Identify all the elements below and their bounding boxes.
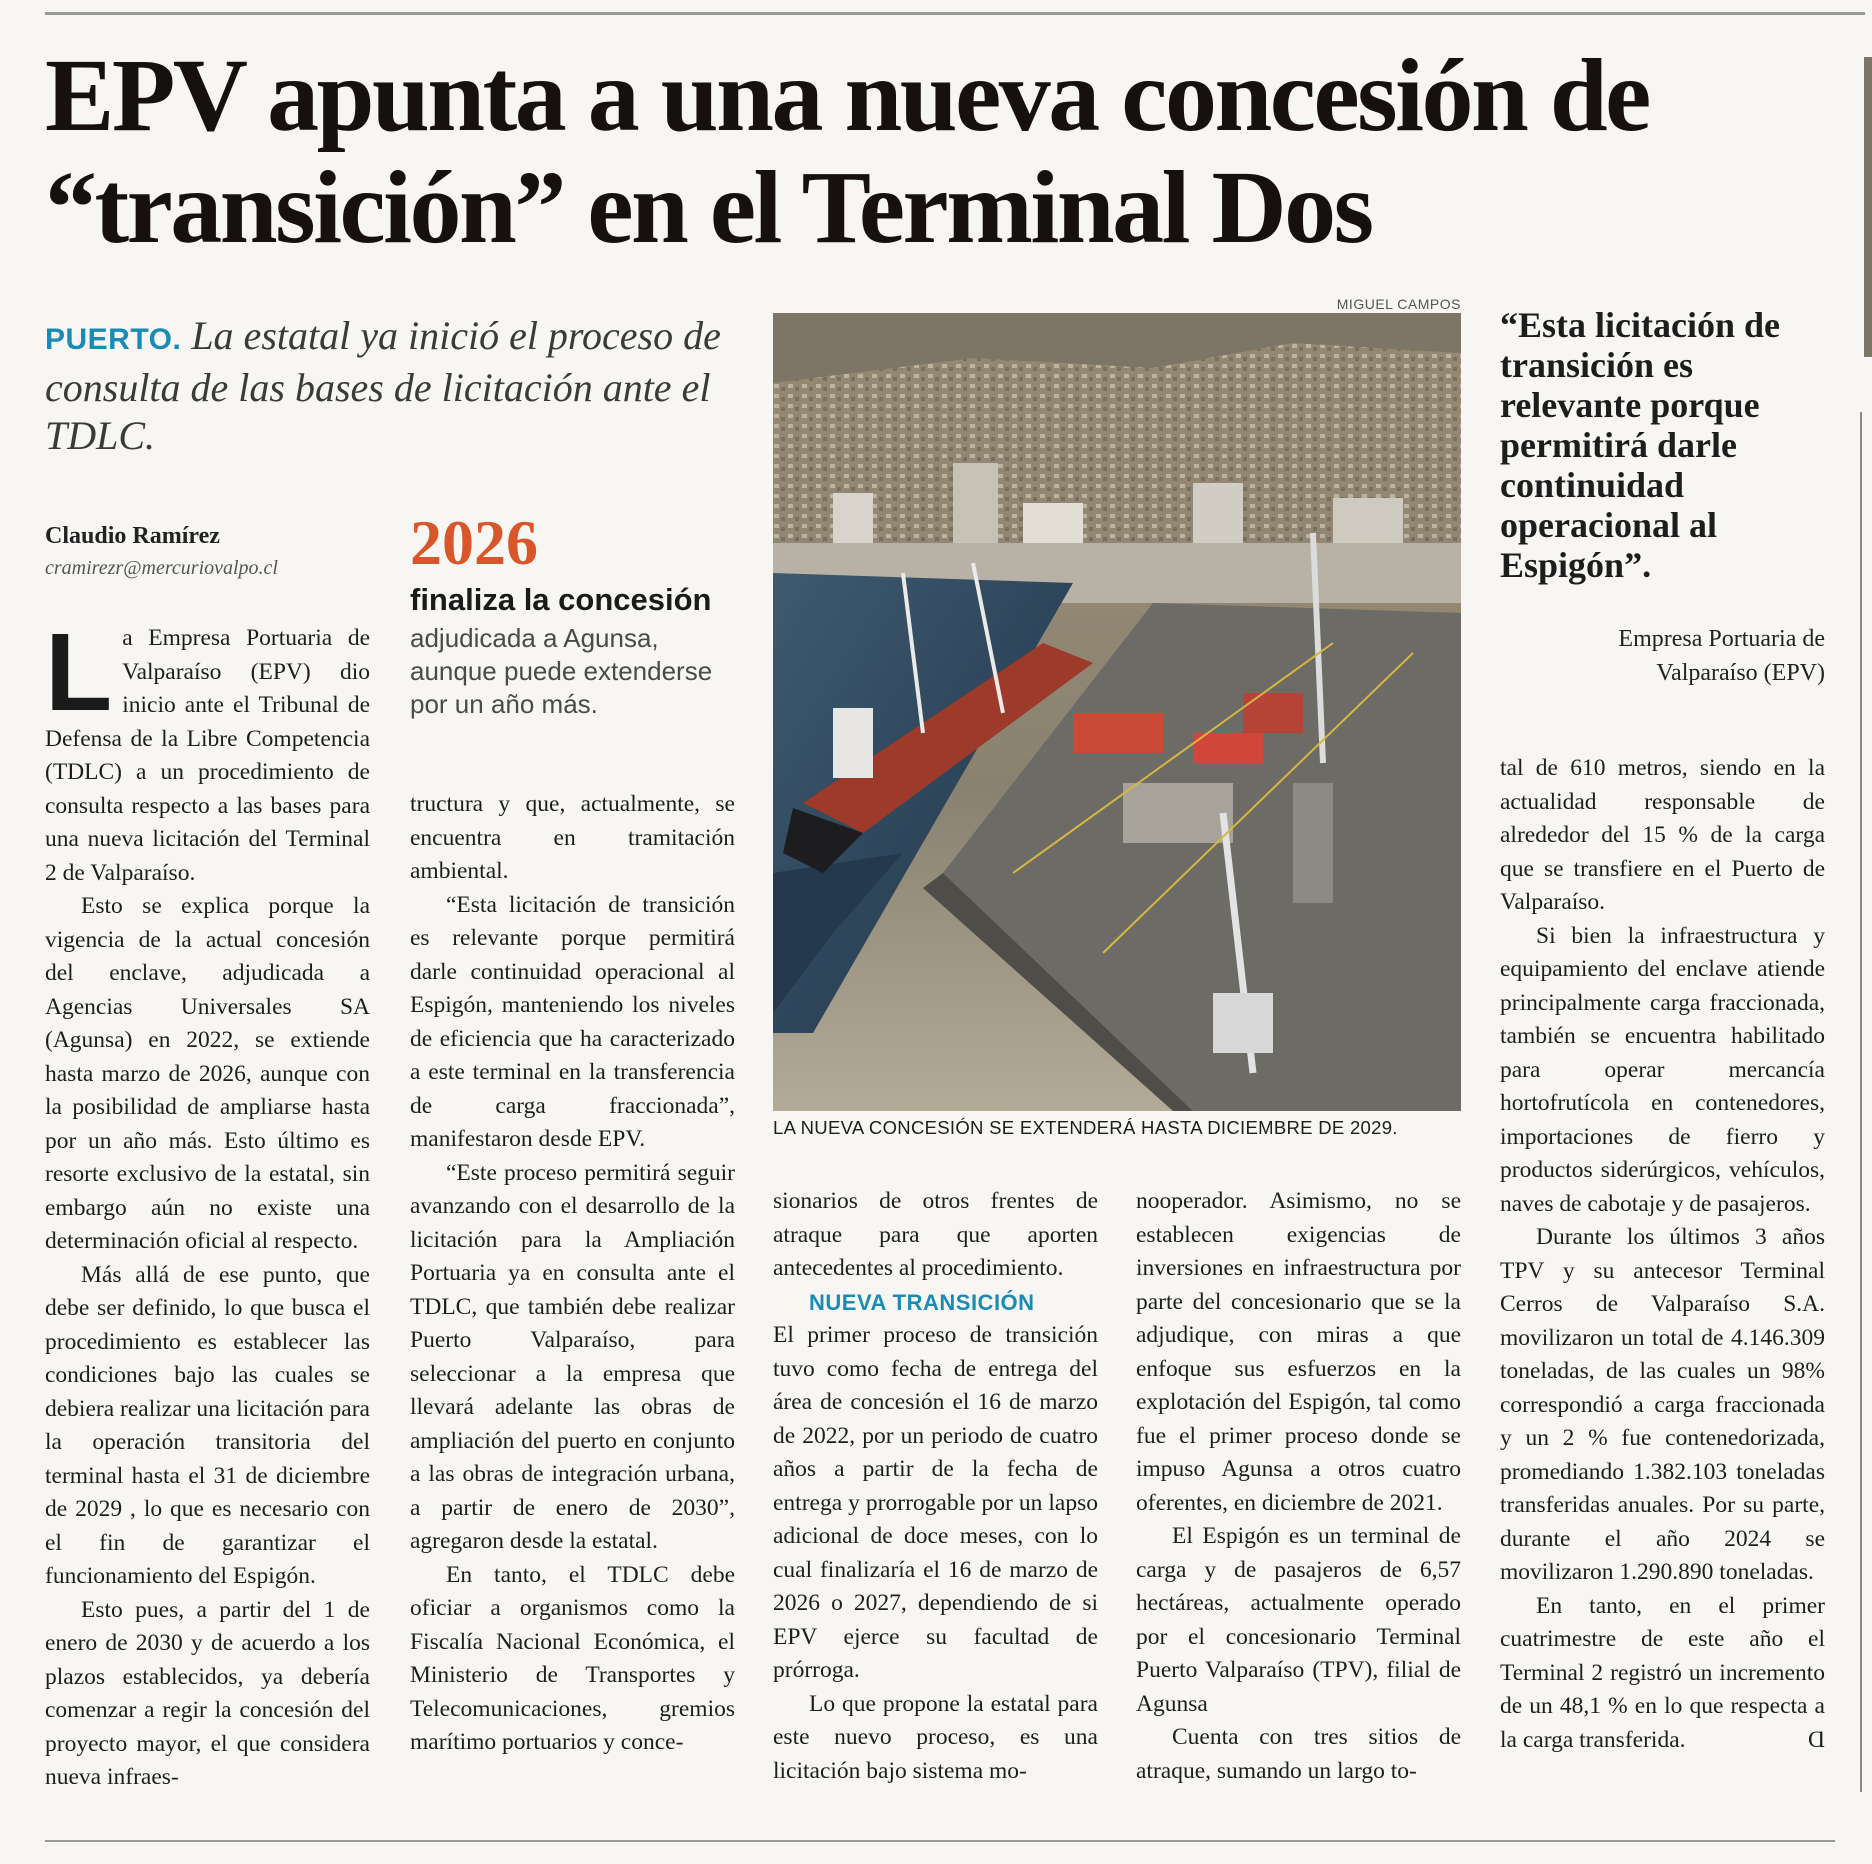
top-rule: [45, 12, 1865, 15]
column-rule: [1860, 412, 1862, 1792]
byline-name: Claudio Ramírez: [45, 523, 220, 549]
pull-quote-source: Empresa Portuaria de Valparaíso (EPV): [1618, 626, 1825, 686]
body-column-4: [1136, 1185, 1461, 1788]
paragraph: nooperador. Asimismo, no se establecen exigencias de inversiones en infraestructura por parte del concesionario que se la adjudique, con miras a que enfoque sus esfuerzos en la explotación del Espigón, tal como fue el primer proceso donde se impuso Agunsa a otros cuatro oferentes, en diciembre de 2021.: [1136, 1188, 1461, 1516]
paragraph: sionarios de otros frentes de atraque para que aporten antecedentes al procedimiento.: [773, 1188, 1098, 1281]
body-column-2: [410, 788, 735, 1760]
highlight-bold: finaliza la concesión: [410, 582, 712, 617]
paragraph: Si bien la infraestructura y equipamiento del enclave atiende principalmente carga fraccionada, también se encuentra habilitado para operar mercancía hortofrutícola en contenedores, importaciones de fierro y productos siderúrgicos, vehículos, naves de cabotaje y de pasajeros.: [1500, 922, 1825, 1217]
paragraph: Cuenta con tres sitios de atraque, sumando un largo to-: [1136, 1724, 1461, 1784]
paragraph: El primer proceso de transición tuvo como fecha de entrega del área de concesión el 16 de marzo de 2022, por un periodo de cuatro años a partir de la fecha de entrega y prorrogable por un lapso adicional de doce meses, con lo cual finalizaría el 16 de marzo de 2026 o 2027, dependiendo de si EPV ejerce su facultad de prórroga.: [773, 1322, 1098, 1683]
paragraph: tructura y que, actualmente, se encuentra en tramitación ambiental.: [410, 791, 735, 884]
paragraph: a Empresa Portuaria de Valparaíso (EPV) dio inicio ante el Tribunal de Defensa de la Libre Competencia (TDLC) a un procedimiento de consulta respecto a las bases para una nueva licitación del Terminal 2 de Valparaíso.: [45, 625, 370, 886]
paragraph: “Esta licitación de transición es relevante porque permitirá darle continuidad operacional al Espigón, manteniendo los niveles de eficiencia que ha caracterizado a este terminal en la transferencia de carga fraccionada”, manifestaron desde EPV.: [410, 891, 735, 1152]
paragraph: Durante los últimos 3 años TPV y su antecesor Terminal Cerros de Valparaíso S.A. movilizaron un total de 4.146.309 toneladas, de las cuales un 98% correspondió a carga fraccionada y un 2 % fue contenedorizada, promediando 1.382.103 toneladas transferidas anuales. Por su parte, durante el año 2024 se movilizaron 1.290.890 toneladas.: [1500, 1224, 1825, 1585]
port-photo: [773, 313, 1461, 1111]
deck-kicker: PUERTO.: [45, 323, 182, 356]
paragraph: El Espigón es un terminal de carga y de pasajeros de 6,57 hectáreas, actualmente operado por el concesionario Terminal Puerto Valparaíso (TPV), filial de Agunsa: [1136, 1523, 1461, 1717]
paragraph: Esto pues, a partir del 1 de enero de 2030 y de acuerdo a los plazos establecidos, ya debería comenzar a regir la concesión del proyecto mayor, el que considera nueva infraes-: [45, 1596, 370, 1790]
byline-email[interactable]: cramirezr@mercuriovalpo.cl: [45, 557, 278, 579]
adjacent-article-edge: [1838, 12, 1872, 1864]
highlight-number: 2026: [410, 507, 538, 578]
body-column-3: [773, 1185, 1098, 1788]
paragraph: En tanto, en el primer cuatrimestre de este año el Terminal 2 registró un incremento de un 48,1 % en lo que respecta a la carga transferida. Ɑ: [1500, 1590, 1825, 1758]
adjacent-photo: [1864, 57, 1872, 357]
paragraph: Lo que propone la estatal para este nuevo proceso, es una licitación bajo sistema mo-: [773, 1690, 1098, 1784]
headline: EPV apunta a una nueva concesión de “transición” en el Terminal Dos: [45, 38, 1649, 265]
deck-text: La estatal ya inició el proceso de consulta de las bases de licitación ante el TDLC.: [45, 313, 721, 458]
body-column-1: [45, 611, 370, 1795]
paragraph: “Este proceso permitirá seguir avanzando con el desarrollo de la licitación para la Ampliación Portuaria ya en consulta ante el TDLC, que también debe realizar Puerto Valparaíso, para seleccionar a la empresa que llevará adelante las obras de ampliación del puerto en conjunto a las obras de integración urbana, a partir de enero de 2030”, agregaron desde la estatal.: [410, 1159, 735, 1554]
photo-caption: LA NUEVA CONCESIÓN SE EXTENDERÁ HASTA DICIEMBRE DE 2029.: [773, 1117, 1398, 1138]
subhead: NUEVA TRANSICIÓN: [809, 1289, 1035, 1315]
photo-credit: MIGUEL CAMPOS: [1336, 296, 1461, 312]
deck: [45, 312, 745, 460]
paragraph: Esto se explica porque la vigencia de la actual concesión del enclave, adjudicada a Agencias Universales SA (Agunsa) en 2022, se extiende hasta marzo de 2026, aunque con la posibilidad de ampliarse hasta por un año más. Esto último es resorte exclusivo de la estatal, sin embargo aún no existe una determinación oficial al respecto.: [45, 893, 370, 1254]
paragraph: Más allá de ese punto, que debe ser definido, lo que busca el procedimiento es establecer las condiciones bajo las cuales se debiera realizar una licitación para la operación transitoria del terminal hasta el 31 de diciembre de 2029 , lo que es necesario con el fin de garantizar el funcionamiento del Espigón.: [45, 1261, 370, 1589]
paragraph: En tanto, el TDLC debe oficiar a organismos como la Fiscalía Nacional Económica, el Ministerio de Transportes y Telecomunicaciones, gremios marítimo portuarios y conce-: [410, 1561, 735, 1755]
bottom-rule: [45, 1840, 1835, 1842]
dropcap: L: [45, 611, 113, 734]
pull-quote: “Esta licitación de transición es relevante porque permitirá darle continuidad operacional al Espigón”.: [1500, 305, 1780, 585]
paragraph: tal de 610 metros, siendo en la actualidad responsable de alrededor del 15 % de la carga que se transfiere en el Puerto de Valparaíso.: [1500, 755, 1825, 915]
end-mark-icon: Ɑ: [1808, 1726, 1825, 1753]
highlight-text: adjudicada a Agunsa, aunque puede extenderse por un año más.: [410, 623, 713, 719]
body-column-5: [1500, 752, 1825, 1757]
